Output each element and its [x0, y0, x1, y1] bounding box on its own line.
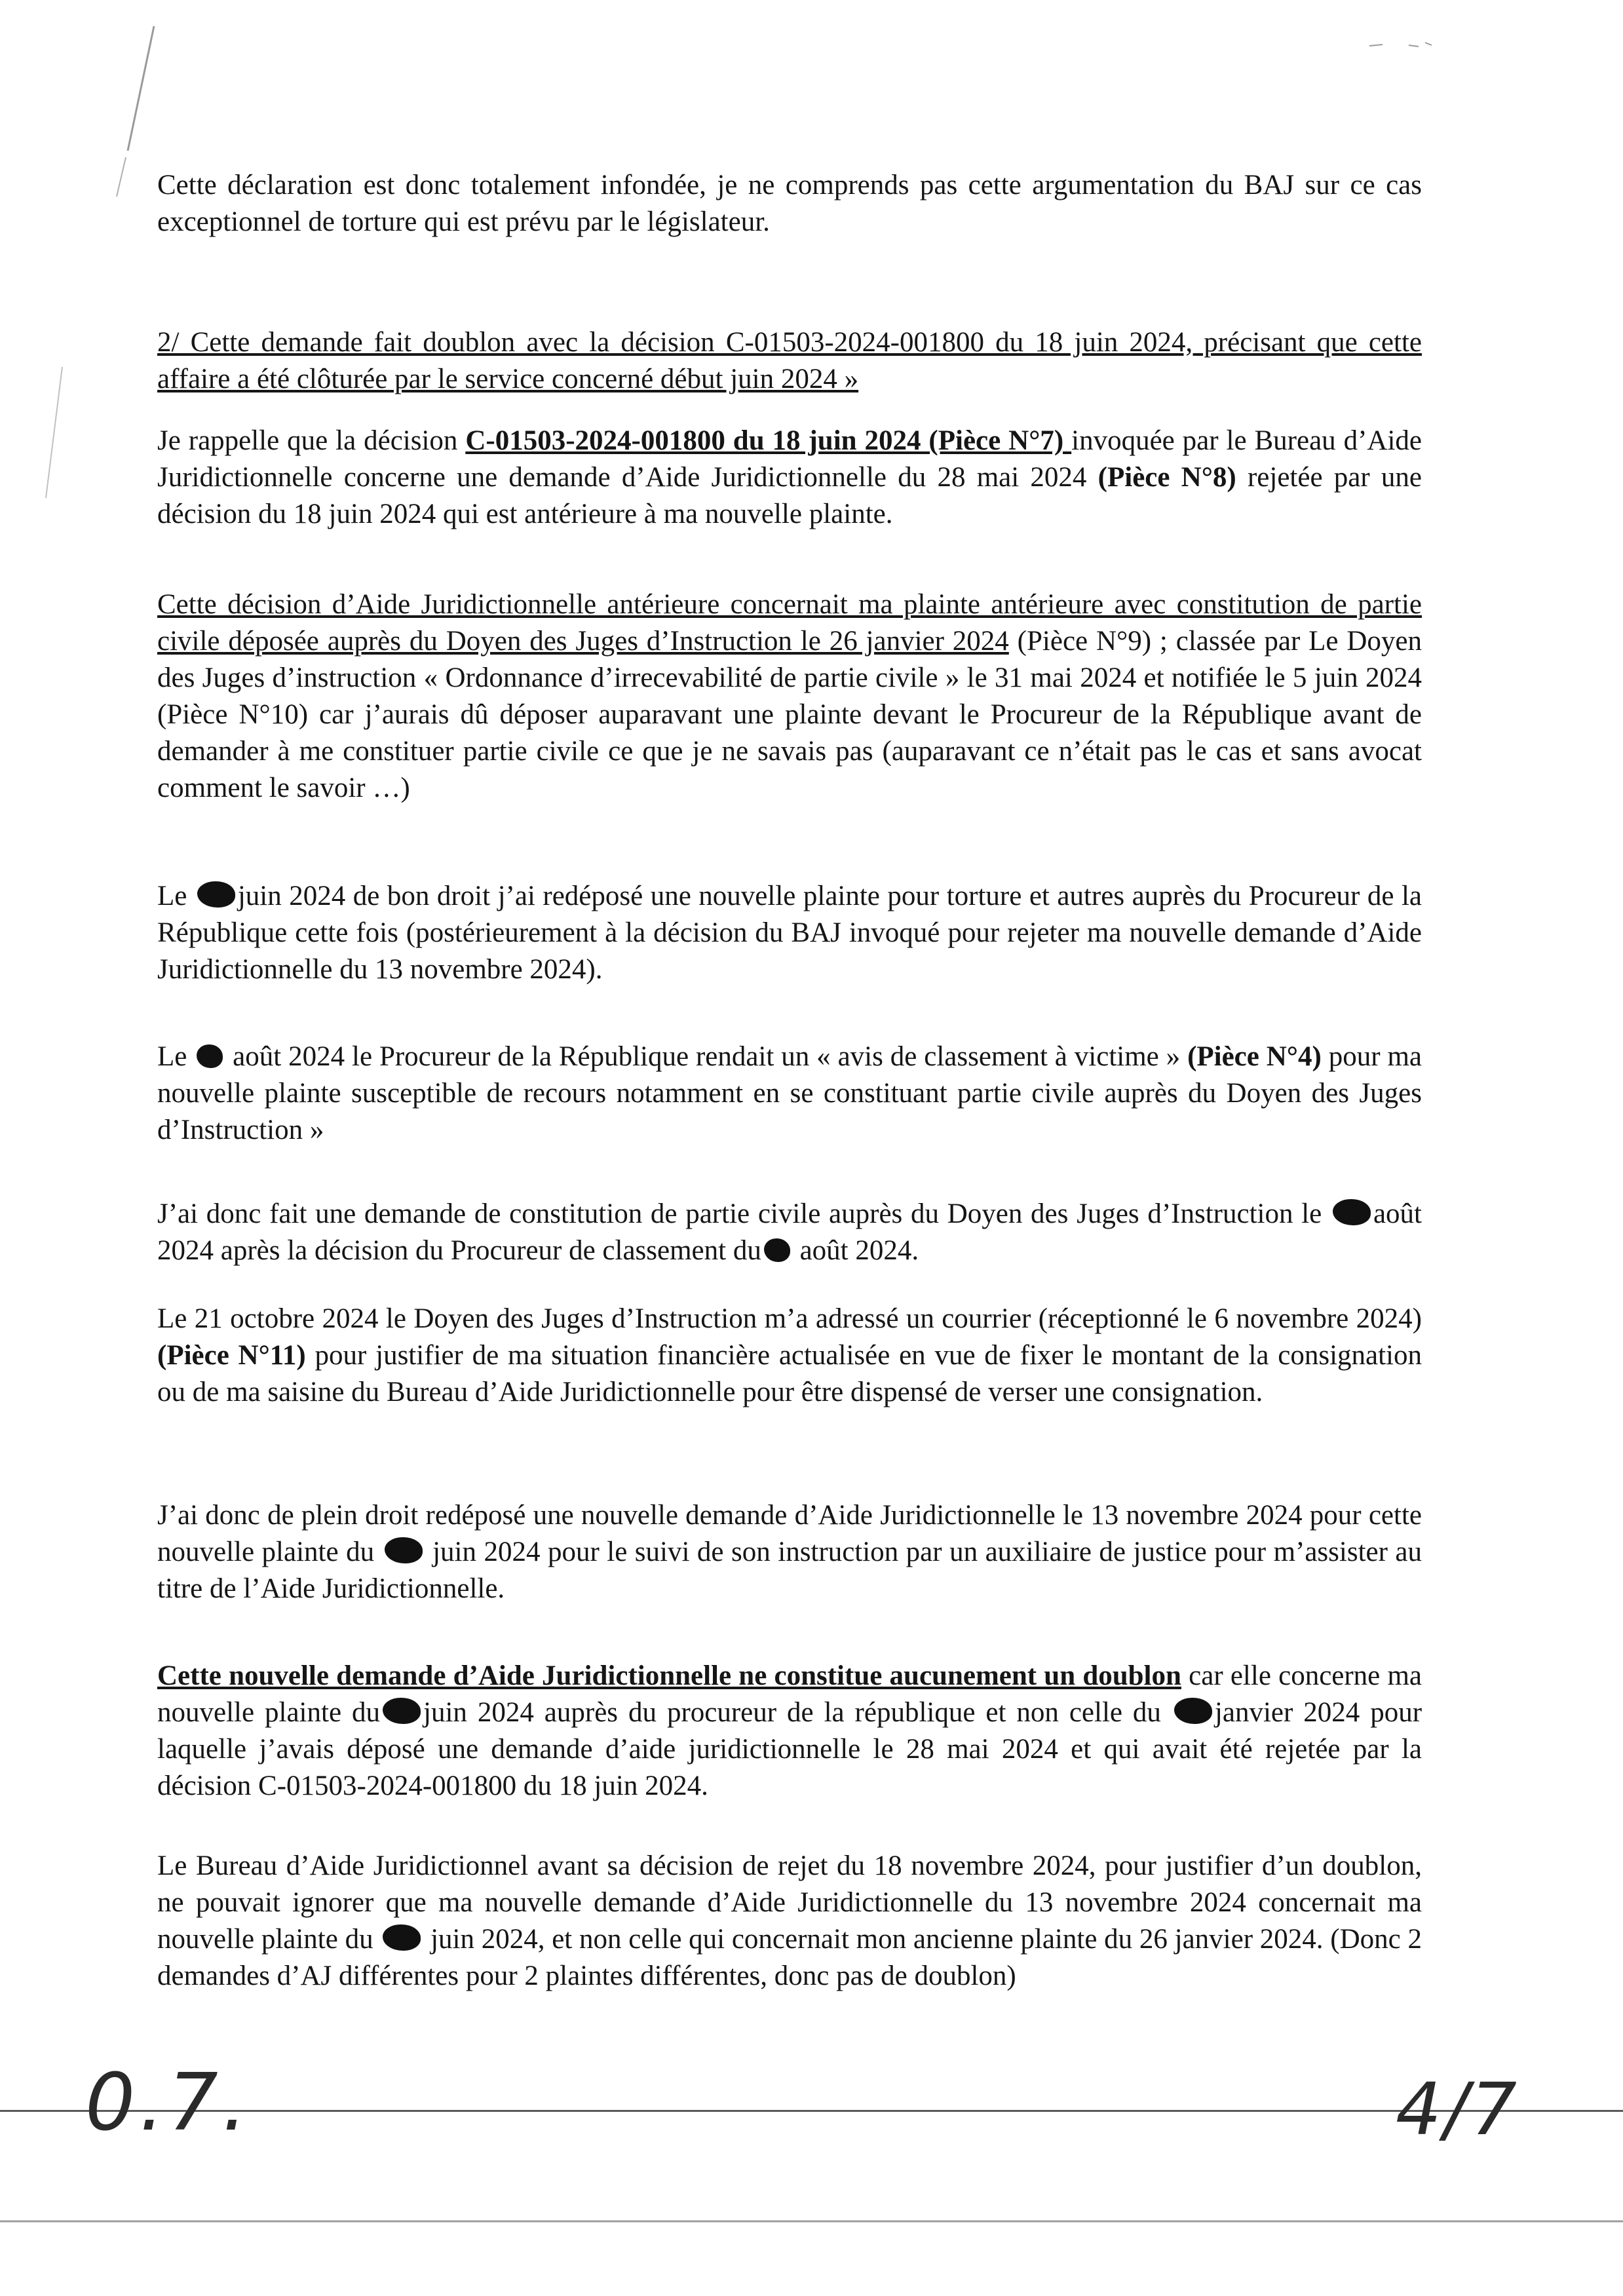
paragraph-text: J’ai donc fait une demande de constitution de partie civile auprès du Doyen des Juges d’Instruction le	[157, 1198, 1330, 1229]
paragraph-decision-anterieure	[157, 586, 1422, 807]
paragraph-text: juin 2024, et non celle qui concernait mon ancienne plainte du 26 janvier 2024. (Donc 2 demandes d’AJ différentes pour 2 plaintes différentes, donc pas de doublon)	[157, 1924, 1422, 1991]
paragraph-courrier-doyen	[157, 1301, 1422, 1411]
paragraph-text: Cette déclaration est donc totalement infondée, je ne comprends pas cette argumentation du BAJ sur ce cas exceptionnel de torture qui est prévu par le législateur.	[157, 170, 1422, 237]
paragraph-conclusion	[157, 167, 1422, 240]
paragraph-text: car elle concerne ma nouvelle plainte du	[157, 1660, 1423, 1728]
paragraph-text: août 2024 le Procureur de la République rendait un « avis de classement à victime »	[225, 1041, 1188, 1072]
redaction-blot	[1333, 1199, 1371, 1225]
redaction-blot	[383, 1698, 421, 1724]
piece-reference: (Pièce N°4)	[1187, 1041, 1322, 1072]
paragraph-text: pour justifier de ma situation financière actualisée en vue de fixer le montant de la consignation ou de ma saisine du Bureau d’Aide Juridictionnelle pour être dispensé de verser une consignation.	[157, 1340, 1423, 1407]
paragraph-rappel-decision	[157, 423, 1422, 533]
corner-scan-marks	[1363, 36, 1442, 56]
heading-text: 2/ Cette demande fait doublon avec la décision C-01503-2024-001800 du 18 juin 2024, précisant que cette affaire a été clôturée par le service concerné début juin 2024 »	[157, 327, 1422, 394]
decision-reference: C-01503-2024-001800 du 18 juin 2024 (Pièce N°7)	[465, 425, 1072, 456]
paragraph-text: (Pièce N°9) ; classée par Le Doyen des Juges d’instruction « Ordonnance d’irrecevabilité de partie civile » le 31 mai 2024 et notifiée le 5 juin 2024 (Pièce N°10) car j’aurais dû déposer auparavant une plainte devant le Procureur de la République avant de demander à me constituer partie civile ce que je ne savais pas (auparavant ce n’était pas le cas et sans avocat comment le savoir …)	[157, 626, 1422, 803]
underlined-text: Cette nouvelle demande d’Aide Juridictionnelle ne constitue aucunement un doublon	[157, 1660, 1181, 1691]
paragraph-text: août 2024.	[792, 1235, 919, 1266]
paragraph-nouvelle-demande	[157, 1497, 1422, 1607]
paragraph-text: juin 2024 auprès du procureur de la république et non celle du	[423, 1697, 1172, 1728]
redaction-blot	[197, 881, 235, 908]
paragraph-text: juin 2024 de bon droit j’ai redéposé une nouvelle plainte pour torture et autres auprès du Procureur de la République cette fois (postérieurement à la décision du BAJ invoqué pour rejeter ma nouvelle demande d’Aide Juridictionnelle du 13 novembre 2024).	[157, 881, 1422, 985]
handwritten-page-number: 4/7	[1396, 2067, 1520, 2151]
section-heading-2	[157, 324, 1422, 398]
paragraph-text: Le 21 octobre 2024 le Doyen des Juges d’Instruction m’a adressé un courrier (réceptionné le 6 novembre 2024)	[157, 1303, 1422, 1334]
redaction-blot	[383, 1924, 421, 1951]
bottom-scan-line	[0, 2215, 1623, 2228]
paragraph-constitution-partie-civile	[157, 1196, 1422, 1269]
redaction-blot	[385, 1537, 423, 1563]
redaction-blot	[197, 1044, 223, 1068]
paragraph-text: invoquée par le Bureau d’Aide Juridictionnelle concerne une demande d’Aide Juridictionnelle du 28 mai 2024	[157, 425, 1422, 493]
paragraph-pas-de-doublon	[157, 1658, 1422, 1805]
paragraph-text: janvier 2024 pour laquelle j’avais déposé une demande d’aide juridictionnelle le 28 mai 2024 et qui avait été rejetée par la décision C-01503-2024-001800 du 18 juin 2024.	[157, 1697, 1423, 1801]
paragraph-text: Le Bureau d’Aide Juridictionnel avant sa décision de rejet du 18 novembre 2024, pour justifier d’un doublon, ne pouvait ignorer que ma nouvelle demande d’Aide Juridictionnelle du 13 novembre 2024 concernait ma nouvelle plainte du	[157, 1850, 1422, 1955]
paragraph-text: août 2024 après la décision du Procureur de classement du	[157, 1198, 1422, 1266]
paragraph-text: Le	[157, 881, 195, 911]
piece-reference: (Pièce N°11)	[157, 1340, 306, 1371]
paragraph-text: juin 2024 pour le suivi de son instruction par un auxiliaire de justice pour m’assister au titre de l’Aide Juridictionnelle.	[157, 1537, 1422, 1604]
redaction-blot	[764, 1238, 790, 1262]
redaction-blot	[1174, 1698, 1212, 1724]
underlined-text: Cette décision d’Aide Juridictionnelle antérieure concernait ma plainte antérieure avec constitution de partie civile déposée auprès du Doyen des Juges d’Instruction le 26 janvier 2024	[157, 589, 1422, 657]
piece-reference: (Pièce N°8)	[1098, 462, 1236, 493]
paragraph-text: rejetée par une décision du 18 juin 2024 qui est antérieure à ma nouvelle plainte.	[157, 462, 1422, 529]
paragraph-nouvelle-plainte	[157, 878, 1422, 988]
paragraph-text: J’ai donc de plein droit redéposé une nouvelle demande d’Aide Juridictionnelle le 13 novembre 2024 pour cette nouvelle plainte du	[157, 1500, 1422, 1567]
paragraph-text: Le	[157, 1041, 195, 1072]
paragraph-bureau-aide	[157, 1848, 1422, 1995]
paragraph-text: pour ma nouvelle plainte susceptible de recours notamment en se constituant partie civile auprès du Doyen des Juges d’Instruction »	[157, 1041, 1422, 1145]
handwritten-initials: 0.7.	[85, 2057, 251, 2149]
paragraph-avis-classement	[157, 1039, 1422, 1149]
paragraph-text: Je rappelle que la décision	[157, 425, 466, 456]
